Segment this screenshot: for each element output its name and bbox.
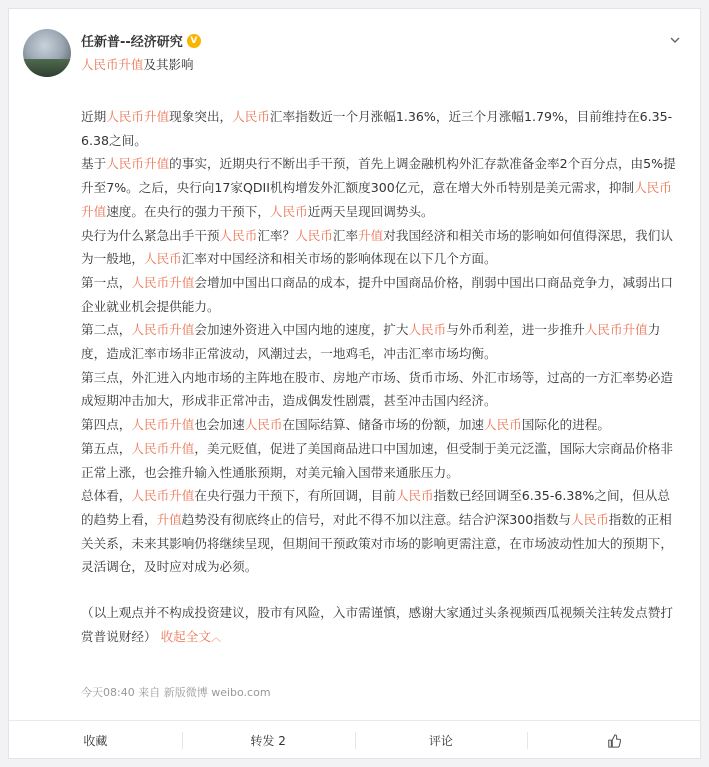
collapse-label[interactable]: 收起全文 <box>160 628 211 644</box>
keyword-link[interactable]: 人民币 <box>269 203 308 219</box>
post-paragraph <box>81 413 681 437</box>
post-headline <box>81 55 194 73</box>
paragraph-text: 央行为什么紧急出手干预 <box>81 227 220 243</box>
post-meta <box>81 684 271 700</box>
post-paragraph <box>81 152 681 223</box>
repost-button[interactable] <box>182 721 355 760</box>
paragraph-text: 趋势没有彻底终止的信号，对此不得不加以注意。结合沪深300指数与 <box>181 511 572 527</box>
paragraph-text: 力度，造成汇率市场非正常波动，风潮过去，一地鸡毛，冲击汇率市场均衡。 <box>81 322 661 362</box>
like-button[interactable] <box>527 721 700 760</box>
paragraph-text: 在央行强力干预下，有所回调，目前 <box>194 488 396 504</box>
author-name-row <box>81 31 201 50</box>
paragraph-text: 第五点， <box>81 440 132 456</box>
post-paragraph <box>81 271 681 318</box>
keyword-link[interactable]: 人民币升值 <box>131 488 195 504</box>
paragraph-text: 会增加中国出口商品的成本，提升中国商品价格，削弱中国出口商品竞争力，减弱出口企业就业机会提供能力。 <box>81 274 673 314</box>
paragraph-text: 第四点， <box>81 417 132 433</box>
paragraph-text: 汇率？ <box>257 227 296 243</box>
post-body <box>81 105 681 650</box>
post-disclaimer <box>81 601 681 650</box>
post-paragraph <box>81 105 681 152</box>
paragraph-text: 与外币利差，进一步推升 <box>446 322 585 338</box>
paragraph-text: 指数已经回调至6.35-6.38%之间，但从总的趋势上看， <box>81 488 670 527</box>
paragraph-text: 汇率指数近一个月涨幅1.36%，近三个月涨幅1.79%，目前维持在6.35-6.38之间。 <box>81 109 673 148</box>
keyword-link[interactable]: 人民币 <box>395 488 434 504</box>
paragraph-text: 第二点， <box>81 322 132 338</box>
headline-rest: 及其影响 <box>143 57 194 72</box>
keyword-link[interactable]: 升值 <box>156 511 182 527</box>
paragraph-text: 近两天呈现回调势头。 <box>307 203 434 219</box>
comment-label: 评论 <box>428 734 453 748</box>
paragraph-text: 国际化的进程。 <box>521 417 610 433</box>
paragraph-text: 会加速外资进入中国内地的速度，扩大 <box>194 322 409 338</box>
avatar[interactable] <box>23 29 71 77</box>
post-paragraphs <box>81 105 681 579</box>
paragraph-text: 基于 <box>81 156 107 172</box>
author-name[interactable]: 任新普--经济研究 <box>81 35 183 50</box>
paragraph-text: 也会加速 <box>194 417 245 433</box>
repost-label: 转发 2 <box>250 734 286 748</box>
keyword-link[interactable]: 人民币 <box>484 417 522 433</box>
paragraph-text: 第三点，外汇进入内地市场的主阵地在股市、房地产市场、货币市场、外汇市场等，过高的一方汇率势必造成短期冲击加大，形成非正常冲击，造成偶发性剧震，甚至冲击国内经济。 <box>81 369 673 409</box>
keyword-link[interactable]: 人民币 <box>143 251 182 267</box>
keyword-link[interactable]: 人民币升值 <box>131 440 195 456</box>
source-prefix: 来自 <box>138 686 161 699</box>
paragraph-text: 汇率对中国经济和相关市场的影响体现在以下几个方面。 <box>181 251 497 267</box>
weibo-post-card <box>8 8 701 759</box>
paragraph-text: 指数的正相关关系，未来其影响仍将继续呈现，但期间干预政策对市场的影响更需注意，在市场波动性加大的预期下，灵活调仓，及时应对成为必须。 <box>81 511 673 575</box>
paragraph-text: 的事实，近期央行不断出手干预，首先上调金融机构外汇存款准备金率2个百分点，由5%提升至7%。之后，央行向17家QDII机构增发外汇额度300亿元，意在增大外币特别是美元需求，抑制 <box>81 156 676 196</box>
headline-topic-link[interactable]: 人民币升值 <box>81 57 144 72</box>
keyword-link[interactable]: 升值 <box>358 227 384 243</box>
favorite-label: 收藏 <box>83 734 108 748</box>
keyword-link[interactable]: 人民币升值 <box>106 109 170 124</box>
keyword-link[interactable]: 人民币升值 <box>131 274 195 290</box>
paragraph-text: 汇率 <box>332 227 359 243</box>
post-paragraph <box>81 437 681 484</box>
comment-button[interactable] <box>355 721 528 760</box>
keyword-link[interactable]: 人民币升值 <box>106 156 170 172</box>
paragraph-text: 现象突出， <box>169 109 233 124</box>
source-domain[interactable]: weibo.com <box>211 686 271 699</box>
keyword-link[interactable]: 人民币 <box>571 511 609 527</box>
paragraph-text: ，美元贬值，促进了美国商品进口中国加速，但受制于美元泛滥，国际大宗商品价格非正常上涨，也会推升输入性通胀预期，对美元输入国带来通胀压力。 <box>81 440 673 480</box>
action-bar <box>9 720 700 760</box>
thumbs-up-icon <box>607 734 621 748</box>
post-paragraph <box>81 318 681 365</box>
keyword-link[interactable]: 人民币升值 <box>131 322 195 338</box>
post-timestamp[interactable]: 今天08:40 <box>81 686 135 699</box>
collapse-full-text-link[interactable] <box>161 629 221 644</box>
post-paragraph <box>81 224 681 271</box>
keyword-link[interactable]: 人民币 <box>295 227 333 243</box>
chevron-up-icon[interactable]: ︿ <box>210 632 221 644</box>
verified-badge-icon: V <box>187 34 201 48</box>
keyword-link[interactable]: 人民币 <box>244 417 283 433</box>
chevron-down-icon[interactable] <box>670 35 680 45</box>
keyword-link[interactable]: 人民币 <box>408 322 447 338</box>
keyword-link[interactable]: 人民币升值 <box>584 322 648 338</box>
keyword-link[interactable]: 人民币 <box>219 227 258 243</box>
paragraph-text: 在国际结算、储备市场的份额，加速 <box>282 417 484 433</box>
paragraph-text: 总体看， <box>81 488 132 504</box>
paragraph-text: 近期 <box>81 109 107 124</box>
keyword-link[interactable]: 人民币 <box>232 109 270 124</box>
post-paragraph <box>81 366 681 413</box>
keyword-link[interactable]: 人民币升值 <box>131 417 195 433</box>
paragraph-text: 第一点， <box>81 274 132 290</box>
post-paragraph <box>81 484 681 579</box>
paragraph-text: 速度。在央行的强力干预下， <box>106 203 270 219</box>
disclaimer-text: （以上观点并不构成投资建议，股市有风险，入市需谨慎，感谢大家通过头条视频西瓜视频关注转发点赞打赏普说财经） <box>81 605 673 644</box>
favorite-button[interactable] <box>9 721 182 760</box>
source-client[interactable]: 新版微博 <box>163 686 208 699</box>
keyword-link[interactable]: 人民币升值 <box>81 180 672 219</box>
paragraph-text: 对我国经济和相关市场的影响如何值得深思，我们认为一般地， <box>81 227 673 267</box>
